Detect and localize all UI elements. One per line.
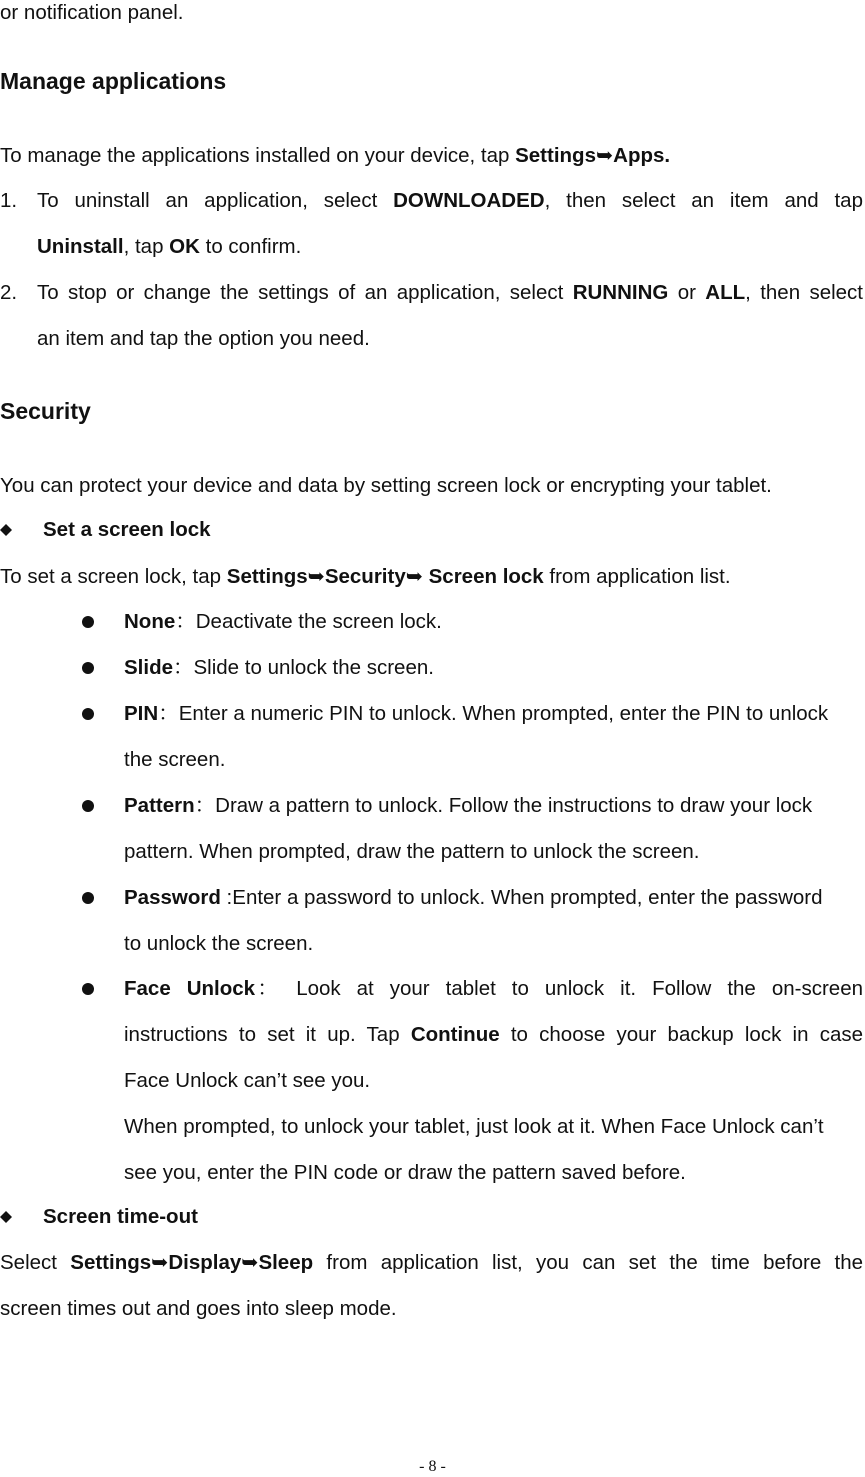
heading-manage-applications: Manage applications — [0, 68, 227, 94]
lock-option-face-unlock-line-5: see you, enter the PIN code or draw the pattern saved before. — [124, 1161, 686, 1184]
lock-option-pin-line-2: the screen. — [124, 748, 226, 771]
list-item-2-line-1: 2. To stop or change the settings of an application, select RUNNING or ALL, then select — [0, 281, 863, 304]
lock-option-face-unlock-line-2: instructions to set it up. Tap Continue to choose your backup lock in case — [124, 1023, 863, 1046]
lock-option-face-unlock-line-3: Face Unlock can’t see you. — [124, 1069, 371, 1092]
bullet-dot-icon — [82, 616, 94, 628]
page-number: - 8 - — [419, 1458, 446, 1475]
bullet-dot-icon — [82, 708, 94, 720]
arrow-icon: ➥ — [151, 1251, 169, 1274]
diamond-bullet-icon — [0, 1211, 12, 1223]
list-item-2-line-2: an item and tap the option you need. — [37, 327, 370, 350]
security-intro: You can protect your device and data by setting screen lock or encrypting your tablet. — [0, 474, 772, 497]
screen-timeout-line-1: Select Settings➥Display➥Sleep from application list, you can set the time before the — [0, 1251, 864, 1274]
list-item-1-line-2: Uninstall, tap OK to confirm. — [37, 235, 302, 258]
lock-option-pattern-line-2: pattern. When prompted, draw the pattern to unlock the screen. — [124, 840, 700, 863]
list-item-1-line-1: 1. To uninstall an application, select DOWNLOADED, then select an item and tap — [0, 189, 863, 212]
intro-fragment: or notification panel. — [0, 1, 184, 24]
arrow-icon: ➥ — [241, 1251, 259, 1274]
lock-option-face-unlock-line-4: When prompted, to unlock your tablet, just look at it. When Face Unlock can’t — [124, 1115, 824, 1138]
manage-apps-intro: To manage the applications installed on your device, tap Settings➥Apps. — [0, 144, 671, 167]
list-number: 1. — [0, 189, 18, 212]
bullet-dot-icon — [82, 800, 94, 812]
arrow-icon: ➥ — [307, 565, 325, 588]
heading-security: Security — [0, 398, 91, 424]
bullet-dot-icon — [82, 662, 94, 674]
diamond-bullet-icon — [0, 524, 12, 536]
bullet-dot-icon — [82, 892, 94, 904]
screen-timeout-line-2: screen times out and goes into sleep mode. — [0, 1297, 397, 1320]
screen-lock-intro: To set a screen lock, tap Settings➥Security➥ Screen lock from application list. — [0, 565, 731, 588]
lock-option-password-line-2: to unlock the screen. — [124, 932, 314, 955]
list-number: 2. — [0, 281, 18, 304]
arrow-icon: ➥ — [405, 565, 423, 588]
bullet-dot-icon — [82, 983, 94, 995]
arrow-icon: ➥ — [595, 144, 614, 167]
